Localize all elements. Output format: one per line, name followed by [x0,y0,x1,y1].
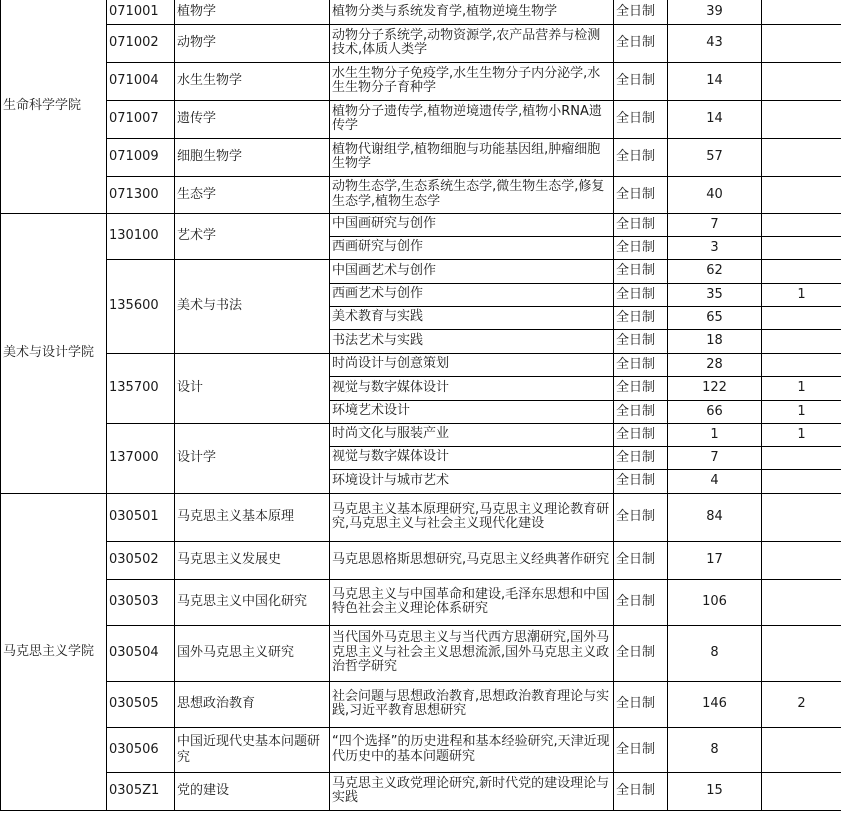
enrollment-count-cell: 65 [668,306,762,329]
major-code-cell: 030503 [107,579,175,625]
major-name-cell: 国外马克思主义研究 [175,625,330,681]
research-direction-cell: 动物分子系统学,动物资源学,农产品营养与检测技术,体质人类学 [330,24,614,62]
study-mode-cell: 全日制 [614,353,668,376]
enrollment-count-cell: 7 [668,446,762,469]
research-direction-cell: 西画艺术与创作 [330,283,614,306]
major-name-cell: 马克思主义发展史 [175,541,330,579]
enrollment-count-cell: 28 [668,353,762,376]
major-code-cell: 071004 [107,62,175,100]
research-direction-cell: 环境设计与城市艺术 [330,469,614,493]
enrollment-count-cell: 57 [668,138,762,176]
extra-count-cell: 1 [762,283,841,306]
table-row [1,353,841,376]
extra-count-cell [762,236,841,259]
study-mode-cell: 全日制 [614,329,668,353]
study-mode-cell: 全日制 [614,213,668,236]
major-name-cell: 艺术学 [175,213,330,259]
extra-count-cell [762,0,841,24]
major-name-cell: 遗传学 [175,100,330,138]
table-row [1,259,841,283]
extra-count-cell [762,772,841,810]
research-direction-cell: 视觉与数字媒体设计 [330,446,614,469]
major-name-cell: 马克思主义中国化研究 [175,579,330,625]
major-code-cell: 0305Z1 [107,772,175,810]
major-name-cell: 美术与书法 [175,259,330,353]
study-mode-cell: 全日制 [614,62,668,100]
program-table-body [1,0,841,810]
study-mode-cell: 全日制 [614,681,668,727]
enrollment-count-cell: 14 [668,100,762,138]
study-mode-cell: 全日制 [614,423,668,446]
enrollment-count-cell: 106 [668,579,762,625]
table-row [1,24,841,62]
major-code-cell: 071001 [107,0,175,24]
major-code-cell: 130100 [107,213,175,259]
enrollment-count-cell: 66 [668,400,762,423]
enrollment-count-cell: 146 [668,681,762,727]
research-direction-cell: 时尚文化与服装产业 [330,423,614,446]
research-direction-cell: 植物分类与系统发育学,植物逆境生物学 [330,0,614,24]
research-direction-cell: 视觉与数字媒体设计 [330,376,614,400]
extra-count-cell [762,727,841,772]
table-row [1,423,841,446]
college-cell: 马克思主义学院 [1,493,107,810]
study-mode-cell: 全日制 [614,259,668,283]
college-cell: 生命科学学院 [1,0,107,213]
study-mode-cell: 全日制 [614,376,668,400]
enrollment-count-cell: 15 [668,772,762,810]
enrollment-count-cell: 4 [668,469,762,493]
enrollment-count-cell: 62 [668,259,762,283]
extra-count-cell: 2 [762,681,841,727]
major-name-cell: 水生生物学 [175,62,330,100]
study-mode-cell: 全日制 [614,24,668,62]
research-direction-cell: 美术教育与实践 [330,306,614,329]
major-name-cell: 细胞生物学 [175,138,330,176]
extra-count-cell [762,24,841,62]
research-direction-cell: 马克思恩格斯思想研究,马克思主义经典著作研究 [330,541,614,579]
major-code-cell: 030504 [107,625,175,681]
major-name-cell: 设计 [175,353,330,423]
extra-count-cell [762,138,841,176]
research-direction-cell: 当代国外马克思主义与当代西方思潮研究,国外马克思主义与社会主义思想流派,国外马克思主义政治哲学研究 [330,625,614,681]
major-name-cell: 中国近现代史基本问题研究 [175,727,330,772]
table-row [1,681,841,727]
table-row [1,100,841,138]
extra-count-cell [762,579,841,625]
college-cell: 美术与设计学院 [1,213,107,493]
major-name-cell: 生态学 [175,176,330,213]
research-direction-cell: 中国画艺术与创作 [330,259,614,283]
table-row [1,579,841,625]
study-mode-cell: 全日制 [614,446,668,469]
major-code-cell: 137000 [107,423,175,493]
enrollment-count-cell: 1 [668,423,762,446]
extra-count-cell: 1 [762,400,841,423]
research-direction-cell: 马克思主义与中国革命和建设,毛泽东思想和中国特色社会主义理论体系研究 [330,579,614,625]
extra-count-cell [762,306,841,329]
enrollment-count-cell: 3 [668,236,762,259]
major-code-cell: 030501 [107,493,175,541]
extra-count-cell [762,100,841,138]
research-direction-cell: 马克思主义基本原理研究,马克思主义理论教育研究,马克思主义与社会主义现代化建设 [330,493,614,541]
extra-count-cell [762,541,841,579]
enrollment-count-cell: 18 [668,329,762,353]
extra-count-cell [762,446,841,469]
enrollment-count-cell: 8 [668,727,762,772]
study-mode-cell: 全日制 [614,306,668,329]
research-direction-cell: 水生生物分子免疫学,水生生物分子内分泌学,水生生物分子育种学 [330,62,614,100]
enrollment-count-cell: 43 [668,24,762,62]
research-direction-cell: 植物分子遗传学,植物逆境遗传学,植物小RNA遗传学 [330,100,614,138]
extra-count-cell [762,213,841,236]
extra-count-cell [762,329,841,353]
study-mode-cell: 全日制 [614,579,668,625]
study-mode-cell: 全日制 [614,0,668,24]
table-row [1,176,841,213]
extra-count-cell: 1 [762,423,841,446]
research-direction-cell: 植物代谢组学,植物细胞与功能基因组,肿瘤细胞生物学 [330,138,614,176]
research-direction-cell: 环境艺术设计 [330,400,614,423]
major-code-cell: 030506 [107,727,175,772]
study-mode-cell: 全日制 [614,138,668,176]
major-code-cell: 030505 [107,681,175,727]
study-mode-cell: 全日制 [614,493,668,541]
research-direction-cell: “四个选择”的历史进程和基本经验研究,天津近现代历史中的基本问题研究 [330,727,614,772]
enrollment-count-cell: 40 [668,176,762,213]
major-code-cell: 071300 [107,176,175,213]
enrollment-count-cell: 8 [668,625,762,681]
major-name-cell: 植物学 [175,0,330,24]
table-row [1,625,841,681]
table-row [1,62,841,100]
research-direction-cell: 马克思主义政党理论研究,新时代党的建设理论与实践 [330,772,614,810]
major-code-cell: 135600 [107,259,175,353]
extra-count-cell [762,176,841,213]
table-row [1,0,841,24]
major-name-cell: 设计学 [175,423,330,493]
table-row [1,772,841,810]
study-mode-cell: 全日制 [614,727,668,772]
study-mode-cell: 全日制 [614,772,668,810]
major-code-cell: 071007 [107,100,175,138]
table-row [1,541,841,579]
study-mode-cell: 全日制 [614,625,668,681]
extra-count-cell [762,353,841,376]
study-mode-cell: 全日制 [614,541,668,579]
extra-count-cell [762,625,841,681]
enrollment-count-cell: 7 [668,213,762,236]
major-code-cell: 071009 [107,138,175,176]
enrollment-count-cell: 39 [668,0,762,24]
study-mode-cell: 全日制 [614,100,668,138]
table-row [1,213,841,236]
table-row [1,493,841,541]
major-name-cell: 马克思主义基本原理 [175,493,330,541]
major-code-cell: 030502 [107,541,175,579]
study-mode-cell: 全日制 [614,283,668,306]
enrollment-count-cell: 17 [668,541,762,579]
enrollment-count-cell: 84 [668,493,762,541]
research-direction-cell: 西画研究与创作 [330,236,614,259]
extra-count-cell: 1 [762,376,841,400]
major-name-cell: 思想政治教育 [175,681,330,727]
extra-count-cell [762,259,841,283]
extra-count-cell [762,62,841,100]
study-mode-cell: 全日制 [614,176,668,213]
major-name-cell: 动物学 [175,24,330,62]
study-mode-cell: 全日制 [614,400,668,423]
table-row [1,138,841,176]
table-row [1,727,841,772]
enrollment-count-cell: 122 [668,376,762,400]
research-direction-cell: 中国画研究与创作 [330,213,614,236]
research-direction-cell: 书法艺术与实践 [330,329,614,353]
research-direction-cell: 动物生态学,生态系统生态学,微生物生态学,修复生态学,植物生态学 [330,176,614,213]
major-code-cell: 071002 [107,24,175,62]
research-direction-cell: 时尚设计与创意策划 [330,353,614,376]
major-code-cell: 135700 [107,353,175,423]
study-mode-cell: 全日制 [614,469,668,493]
extra-count-cell [762,493,841,541]
major-name-cell: 党的建设 [175,772,330,810]
research-direction-cell: 社会问题与思想政治教育,思想政治教育理论与实践,习近平教育思想研究 [330,681,614,727]
enrollment-count-cell: 14 [668,62,762,100]
study-mode-cell: 全日制 [614,236,668,259]
enrollment-count-cell: 35 [668,283,762,306]
extra-count-cell [762,469,841,493]
